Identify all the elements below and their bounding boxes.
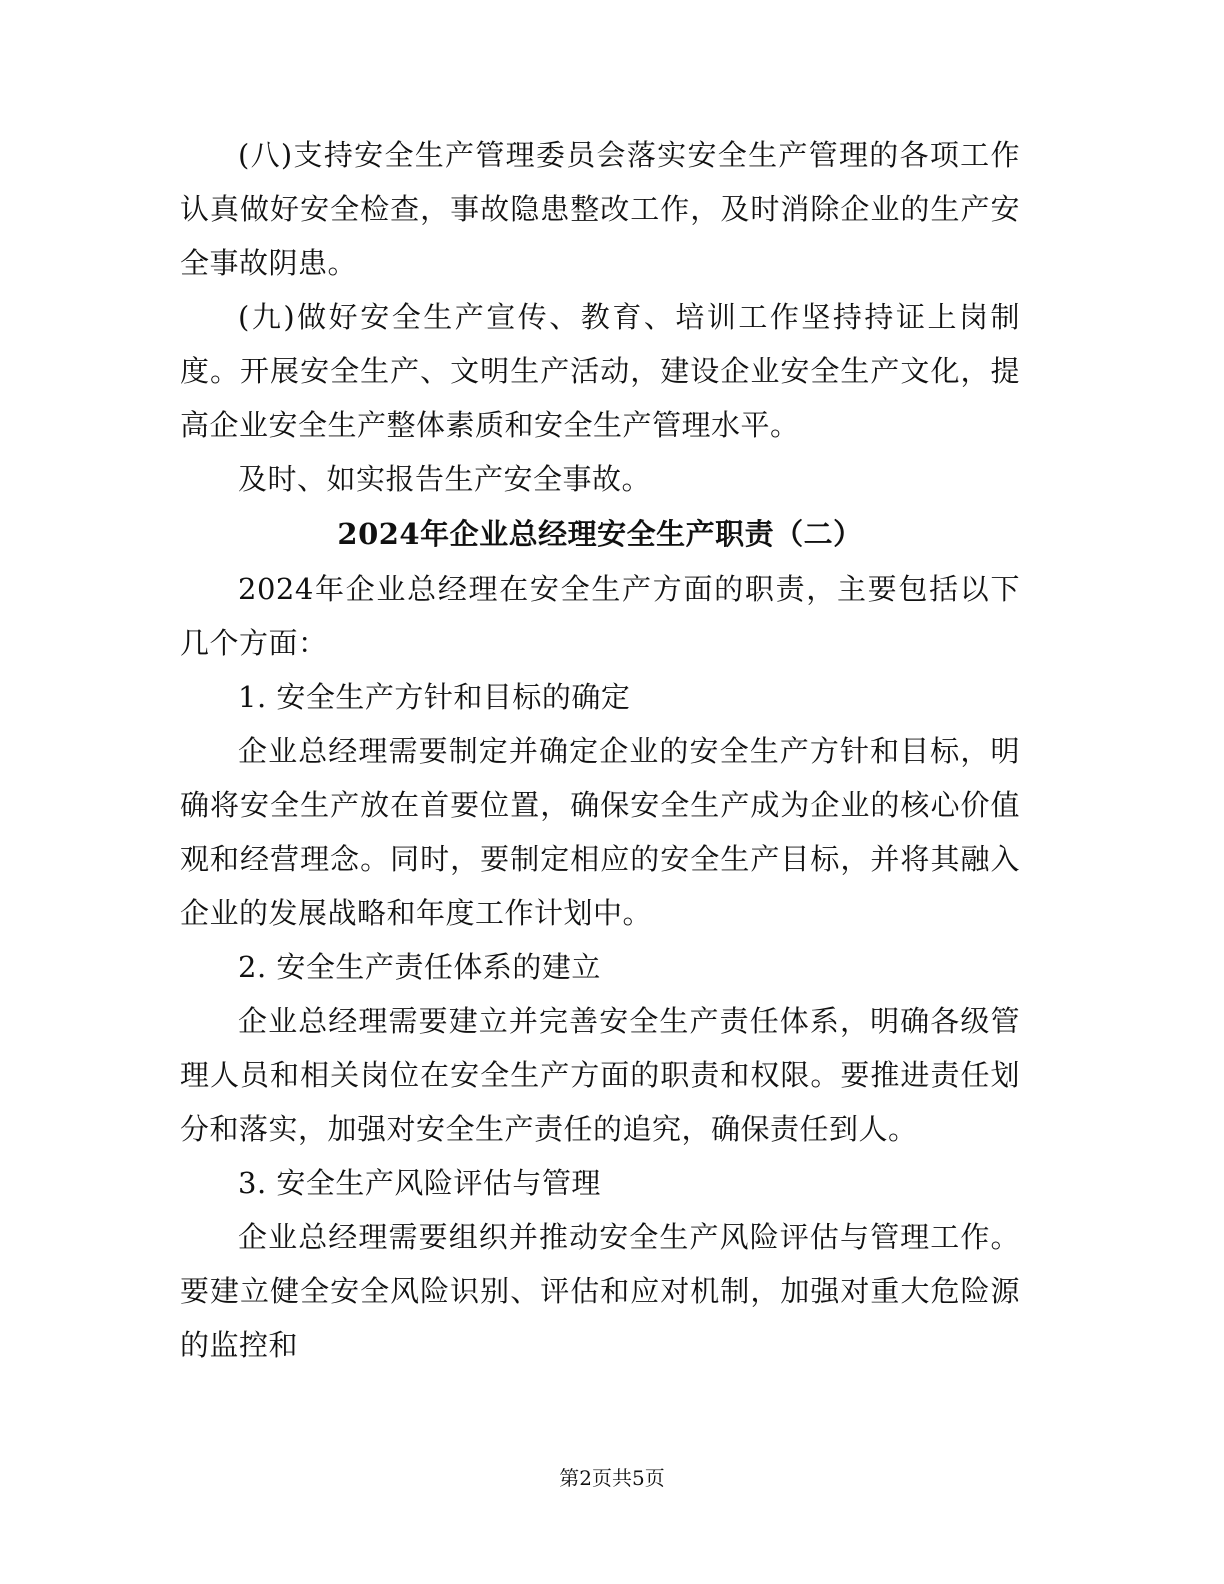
paragraph-item-9: (九)做好安全生产宣传、教育、培训工作坚持持证上岗制度。开展安全生产、文明生产活动，建设企业安全生产文化，提高企业安全生产整体素质和安全生产管理水平。 (180, 300, 1020, 442)
heading-3: 3. 安全生产风险评估与管理 (238, 1166, 601, 1200)
paragraph-report-accidents: 及时、如实报告生产安全事故。 (238, 462, 652, 496)
paragraph-intro: 2024年企业总经理在安全生产方面的职责，主要包括以下几个方面： (180, 572, 1020, 660)
document-body (180, 128, 1020, 1372)
paragraph-3: 企业总经理需要组织并推动安全生产风险评估与管理工作。要建立健全安全风险识别、评估和应对机制，加强对重大危险源的监控和 (180, 1220, 1020, 1362)
paragraph-1: 企业总经理需要制定并确定企业的安全生产方针和目标，明确将安全生产放在首要位置，确保安全生产成为企业的核心价值观和经营理念。同时，要制定相应的安全生产目标，并将其融入企业的发展战略和年度工作计划中。 (180, 734, 1020, 930)
paragraph-item-8: (八)支持安全生产管理委员会落实安全生产管理的各项工作认真做好安全检查，事故隐患整改工作，及时消除企业的生产安全事故阴患。 (180, 138, 1020, 280)
section-title: 2024年企业总经理安全生产职责（二） (337, 517, 863, 551)
paragraph-2: 企业总经理需要建立并完善安全生产责任体系，明确各级管理人员和相关岗位在安全生产方面的职责和权限。要推进责任划分和落实，加强对安全生产责任的追究，确保责任到人。 (180, 1004, 1020, 1146)
heading-1: 1. 安全生产方针和目标的确定 (238, 680, 631, 714)
heading-2: 2. 安全生产责任体系的建立 (238, 950, 601, 984)
page-number-footer: 第2页共5页 (559, 1466, 665, 1490)
